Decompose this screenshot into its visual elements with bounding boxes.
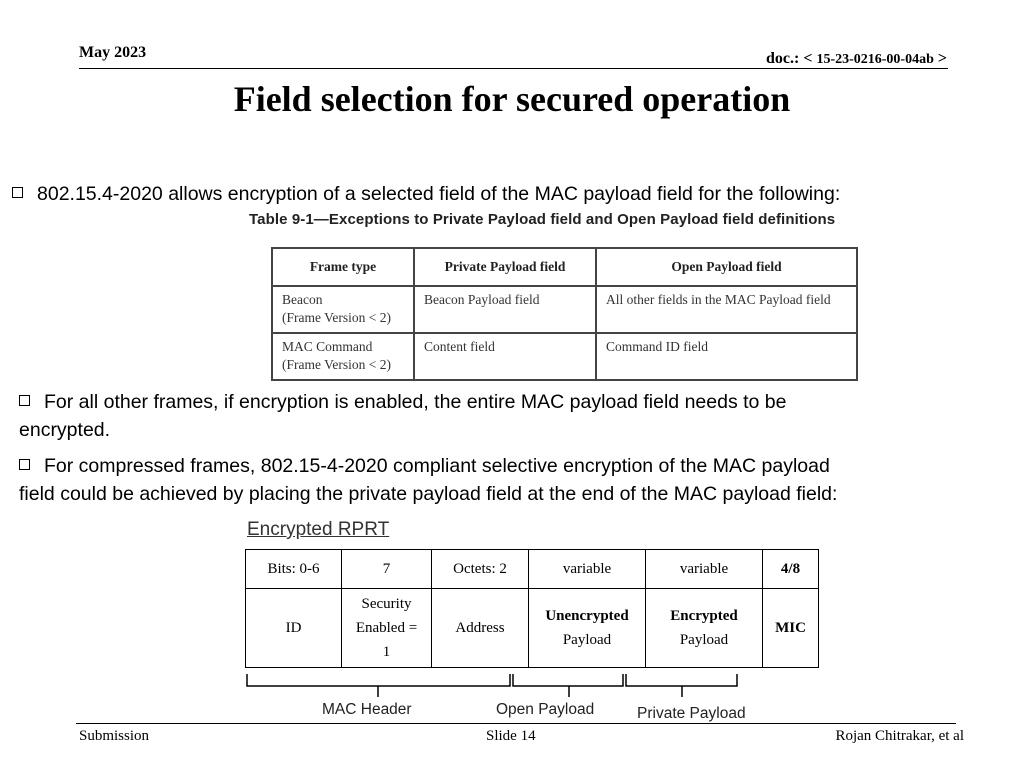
encrypted-rest: Payload (679, 632, 729, 648)
size-cell: variable (529, 550, 646, 589)
size-cell: Bits: 0-6 (246, 550, 342, 589)
encrypted-rprt-label: Encrypted RPRT (247, 519, 390, 540)
table-caption: Table 9-1—Exceptions to Private Payload field and Open Payload field definitions (249, 211, 836, 228)
frame-version: (Frame Version < 2) (282, 357, 391, 372)
footer-slide-number: Slide 14 (486, 728, 536, 744)
slide-title: Field selection for secured operation (233, 79, 791, 119)
frame-type: MAC Command (282, 339, 373, 354)
header-date: May 2023 (79, 44, 147, 61)
table-cell: All other fields in the MAC Payload field (596, 286, 857, 333)
bullet-3-line-2: field could be achieved by placing the private payload field at the end of the MAC payload field: (19, 483, 838, 505)
footer-submission: Submission (79, 728, 150, 744)
private-payload-label: Private Payload (637, 705, 746, 722)
field-cell-id: ID (246, 589, 342, 668)
footer-rule (76, 723, 956, 724)
size-cell: Octets: 2 (432, 550, 529, 589)
unencrypted-rest: Payload (562, 632, 612, 648)
doc-suffix: > (933, 50, 947, 67)
bullet-3-text: For compressed frames, 802.15-4-2020 compliant selective encryption of the MAC payload (44, 455, 830, 477)
size-cell: 7 (342, 550, 432, 589)
table-cell: Command ID field (596, 333, 857, 380)
open-payload-label: Open Payload (496, 701, 595, 718)
doc-prefix: doc.: < (765, 50, 817, 67)
size-cell: variable (646, 550, 763, 589)
field-cell-mic: MIC (763, 589, 819, 668)
table-header-cell: Private Payload field (414, 248, 596, 286)
table-cell: Content field (414, 333, 596, 380)
table-header-cell: Open Payload field (596, 248, 857, 286)
open-payload-brace (513, 674, 623, 697)
table-header-cell: Frame type (272, 248, 414, 286)
mac-header-brace (247, 674, 510, 697)
bullet-2-text: For all other frames, if encryption is enabled, the entire MAC payload field needs to be (44, 391, 787, 413)
doc-number: 15-23-0216-00-04ab (816, 52, 934, 67)
security-line-2: Enabled = (355, 620, 418, 636)
size-cell: 4/8 (763, 550, 819, 589)
footer-author: Rojan Chitrakar, et al (835, 728, 964, 744)
field-cell-address: Address (432, 589, 529, 668)
bullet-1-text: 802.15.4-2020 allows encryption of a selected field of the MAC payload field for the following: (37, 183, 841, 205)
frame-type: Beacon (282, 292, 323, 307)
private-payload-brace (626, 674, 737, 697)
bullet-2-line-2: encrypted. (19, 419, 111, 441)
encrypted-bold: Encrypted (670, 608, 738, 624)
table-cell: Beacon Payload field (414, 286, 596, 333)
security-line-3: 1 (382, 644, 391, 660)
unencrypted-bold: Unencrypted (545, 608, 629, 624)
security-line-1: Security (361, 596, 412, 612)
mac-header-label: MAC Header (322, 701, 412, 718)
frame-version: (Frame Version < 2) (282, 310, 391, 325)
